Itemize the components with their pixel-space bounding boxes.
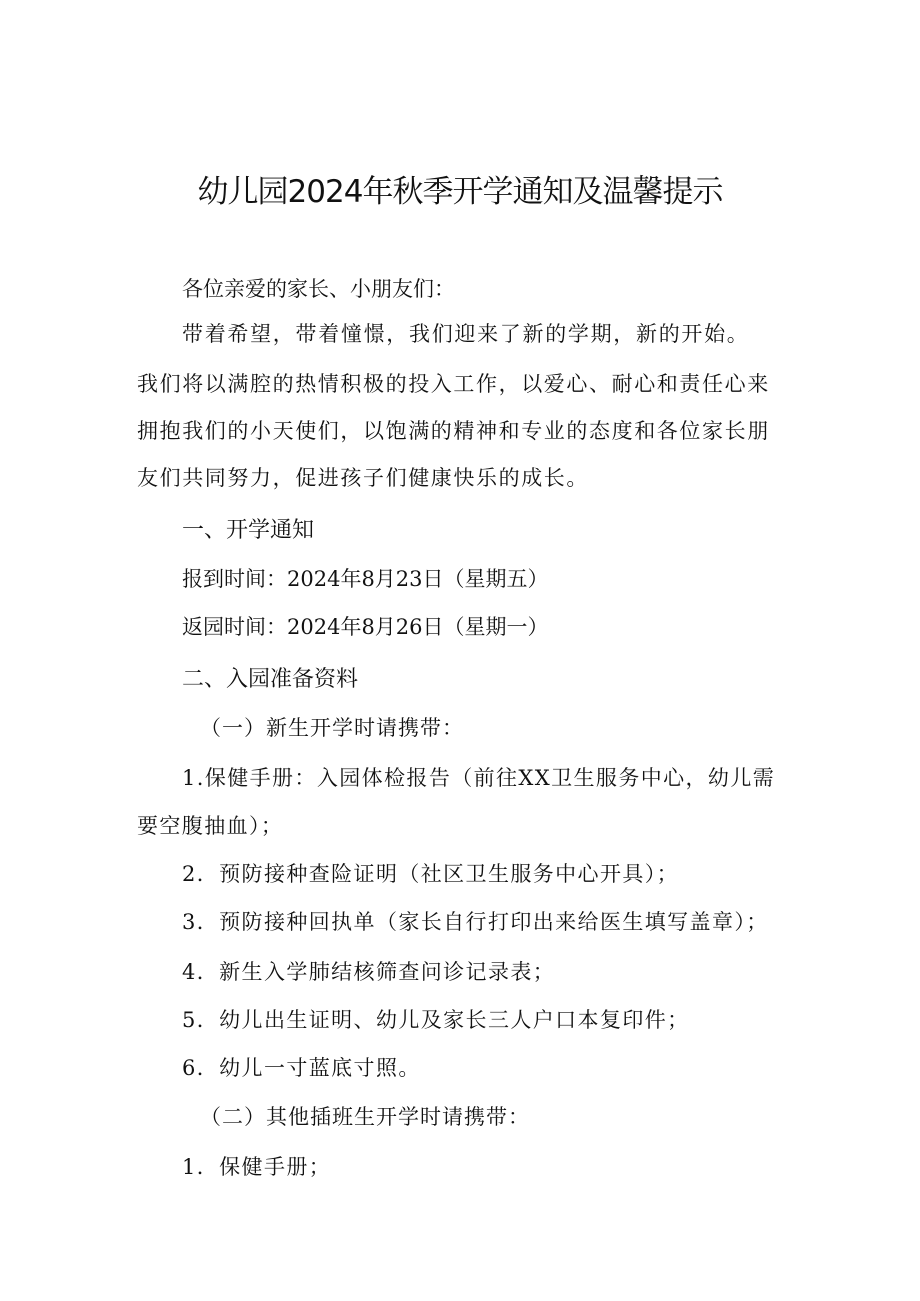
section-heading-school-notice: 一、开学通知 xyxy=(182,518,315,543)
intro-line-1: 带着希望，带着憧憬，我们迎来了新的学期，新的开始。 xyxy=(182,322,750,346)
subsection-heading-new-students: （一）新生开学时请携带： xyxy=(200,716,464,740)
list-item-3: 3．预防接种回执单（家长自行打印出来给医生填写盖章）； xyxy=(182,910,769,934)
list-item-5: 5．幼儿出生证明、幼儿及家长三人户口本复印件； xyxy=(182,1008,690,1032)
transfer-list-item-1: 1．保健手册； xyxy=(182,1155,332,1179)
intro-line-4: 友们共同努力，促进孩子们健康快乐的成长。 xyxy=(137,466,589,490)
subsection-heading-transfer-students: （二）其他插班生开学时请携带： xyxy=(200,1105,530,1129)
return-time: 返园时间：2024年8月26日（星期一） xyxy=(182,615,549,639)
intro-line-3: 拥抱我们的小天使们，以饱满的精神和专业的态度和各位家长朋 xyxy=(137,419,770,443)
document-title: 幼儿园2024年秋季开学通知及温馨提示 xyxy=(197,174,723,210)
list-item-4: 4．新生入学肺结核筛查问诊记录表； xyxy=(182,960,556,984)
section-heading-materials: 二、入园准备资料 xyxy=(182,667,359,692)
list-item-6: 6．幼儿一寸蓝底寸照。 xyxy=(182,1056,421,1080)
list-item-1-line-1: 1.保健手册：入园体检报告（前往XX卫生服务中心，幼儿需 xyxy=(182,766,776,790)
list-item-2: 2．预防接种查险证明（社区卫生服务中心开具）； xyxy=(182,862,680,886)
intro-line-2: 我们将以满腔的热情积极的投入工作，以爱心、耐心和责任心来 xyxy=(137,372,770,396)
greeting: 各位亲爱的家长、小朋友们： xyxy=(182,277,455,301)
report-time: 报到时间：2024年8月23日（星期五） xyxy=(182,567,549,591)
list-item-1-line-2: 要空腹抽血）； xyxy=(137,814,284,838)
